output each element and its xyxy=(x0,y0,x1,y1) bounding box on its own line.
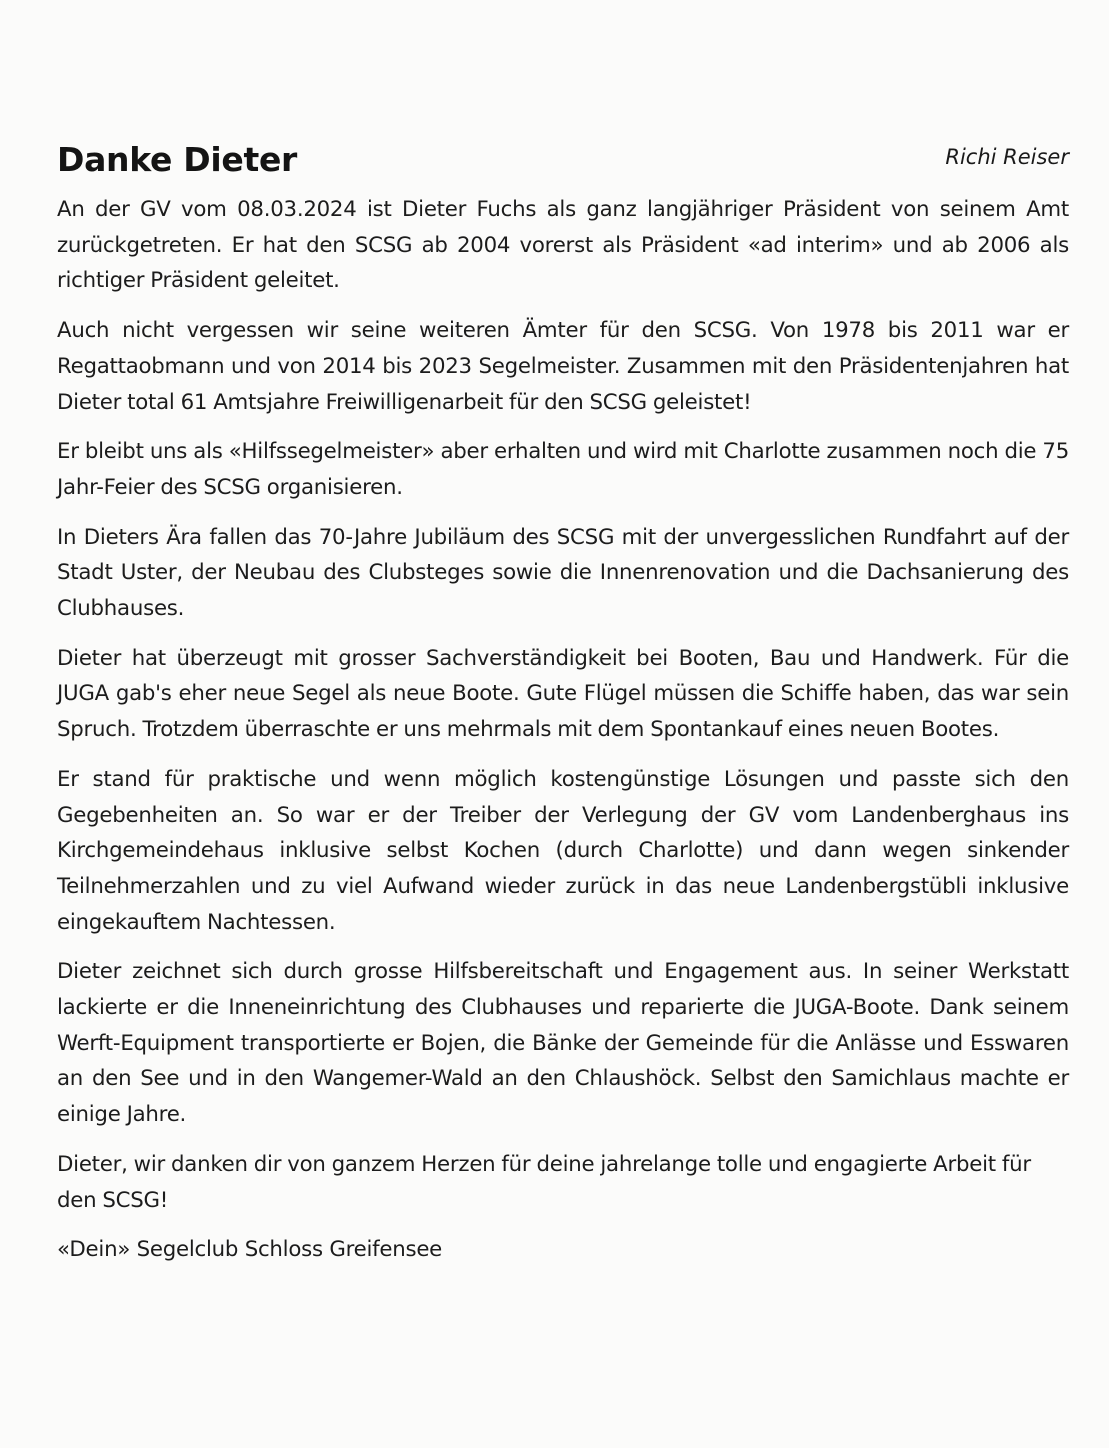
paragraph-resignation: An der GV vom 08.03.2024 ist Dieter Fuchs als ganz langjähriger Präsident von seinem Amt zurückgetreten. Er hat den SCSG ab 2004 vorerst als Präsident «ad interim» und ab 2006 als richtiger Präsident geleitet. xyxy=(57,197,1069,294)
paragraph-helpfulness: Dieter zeichnet sich durch grosse Hilfsbereitschaft und Engagement aus. In seiner Werkstatt lackierte er die Inneneinrichtung des Clubhauses und reparierte die JUGA-Boote. Dank seinem Werft-Equipment transportierte er Bojen, die Bänke der Gemeinde für die Anlässe und Esswaren an den See und in den Wangemer-Wald an den Chlaushöck. Selbst den Samichlaus machte er einige Jahre. xyxy=(57,959,1069,1128)
paragraph-practical-solutions: Er stand für praktische und wenn möglich kostengünstige Lösungen und passte sich den Gegebenheiten an. So war er der Treiber der Verlegung der GV vom Landenberghaus ins Kirchgemeindehaus inklusive selbst Kochen (durch Charlotte) und dann wegen sinkender Teilnehmerzahlen und zu viel Aufwand wieder zurück in das neue Landenbergstübli inklusive eingekauftem Nachtessen. xyxy=(57,766,1069,935)
paragraph-assistant-role: Er bleibt uns als «Hilfssegelmeister» aber erhalten und wird mit Charlotte zusammen noch die 75 Jahr-Feier des SCSG organisieren. xyxy=(57,439,1069,500)
article-signoff: «Dein» Segelclub Schloss Greifensee xyxy=(57,1237,443,1263)
paragraph-era-highlights: In Dieters Ära fallen das 70-Jahre Jubiläum des SCSG mit der unvergesslichen Rundfahrt auf der Stadt Uster, der Neubau des Clubsteges sowie die Innenrenovation und die Dachsanierung des Clubhauses. xyxy=(57,524,1069,622)
paragraph-thanks: Dieter, wir danken dir von ganzem Herzen für deine jahrelange tolle und engagierte Arbeit für den SCSG! xyxy=(57,1151,1031,1213)
article-body xyxy=(57,192,1069,1268)
article-title: Danke Dieter xyxy=(57,140,298,179)
article-header xyxy=(57,136,1069,184)
paragraph-expertise: Dieter hat überzeugt mit grosser Sachverständigkeit bei Booten, Bau und Handwerk. Für die JUGA gab's eher neue Segel als neue Boote. Gute Flügel müssen die Schiffe haben, das war sein Spruch. Trotzdem überraschte er uns mehrmals mit dem Spontankauf eines neuen Bootes. xyxy=(57,645,1069,743)
article-author: Richi Reiser xyxy=(945,145,1069,169)
paragraph-other-offices: Auch nicht vergessen wir seine weiteren Ämter für den SCSG. Von 1978 bis 2011 war er Regattaobmann und von 2014 bis 2023 Segelmeister. Zusammen mit den Präsidentenjahren hat Dieter total 61 Amtsjahre Freiwilligenarbeit für den SCSG geleistet! xyxy=(57,318,1069,415)
